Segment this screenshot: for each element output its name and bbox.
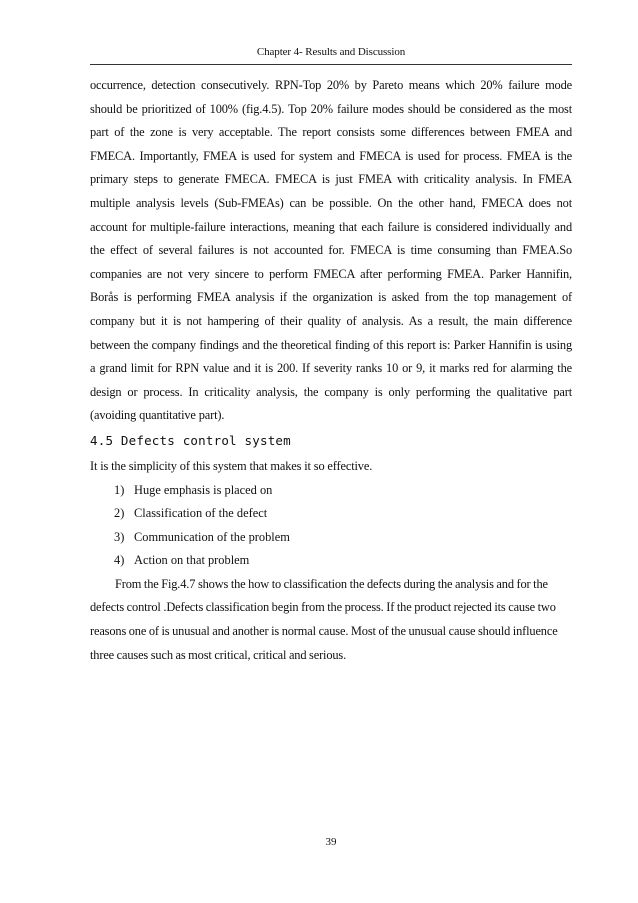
list-item-number: 3): [114, 529, 125, 544]
list-item: [90, 479, 572, 503]
list-item-number: 1): [114, 482, 125, 497]
header-divider: [90, 64, 572, 65]
list-item: [90, 502, 572, 526]
list-item-number: 2): [114, 506, 125, 521]
list-item-text: Huge emphasis is placed on: [134, 482, 273, 497]
closing-paragraph: From the Fig.4.7 shows the how to classification the defects during the analysis and for the defects control .Defects classification begin from the process. If the product rejected its cause two reasons one of is unusual and another is normal cause. Most of the unusual cause should influence three causes such as most critical, critical and serious.: [90, 576, 558, 662]
list-item-number: 4): [114, 553, 125, 568]
list-item-text: Action on that problem: [134, 553, 250, 568]
list-item-text: Communication of the problem: [134, 529, 290, 544]
page-number: 39: [325, 836, 337, 848]
list-item-text: Classification of the defect: [134, 506, 268, 521]
section-intro: It is the simplicity of this system that makes it so effective.: [90, 458, 373, 473]
running-header: Chapter 4- Results and Discussion: [256, 46, 406, 58]
section-heading: 4.5 Defects control system: [90, 432, 291, 448]
paragraph-fmea-fmeca: occurrence, detection consecutively. RPN-Top 20% by Pareto means which 20% failure mode should be prioritized of 100% (fig.4.5). Top 20% failure modes should be considered as the most part of the zone is very acceptable. The report consists some differences between FMEA and FMECA. Importantly, FMEA is used for system and FMECA is used for process. FMEA is the primary steps to generate FMECA. FMECA is just FMEA with criticality analysis. In FMEA multiple analysis levels (Sub-FMEAs) can be possible. On the other hand, FMECA does not account for multiple-failure interactions, meaning that each failure is considered individually and the effect of several failures is not accounted for. FMECA is time consuming than FMEA.So companies are not very sincere to perform FMECA after performing FMEA. Parker Hannifin, Borås is performing FMEA analysis if the organization is asked from the top management of company but it is not hampering of their quality of analysis. As a result, the main difference between the company findings and the theoretical finding of this report is: Parker Hannifin is using a grand limit for RPN value and it is 200. If severity ranks 10 or 9, it marks red for alarming the design or process. In criticality analysis, the company is only performing the qualitative part (avoiding quantitative part).: [90, 78, 572, 423]
defects-control-list: [90, 479, 572, 573]
body-text: [90, 74, 572, 667]
list-item: [90, 526, 572, 550]
list-item: [90, 549, 572, 573]
